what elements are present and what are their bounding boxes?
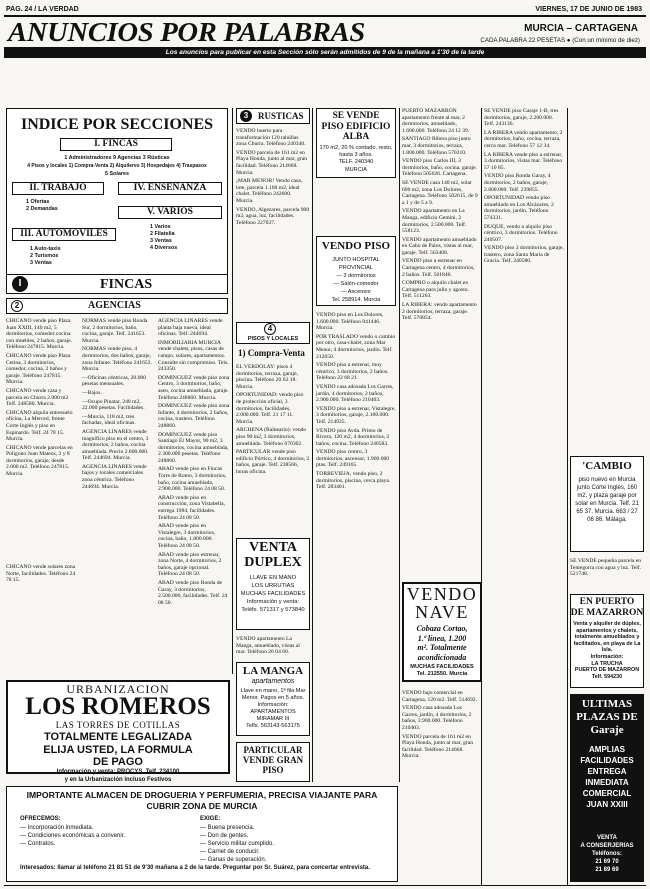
ads-column-3 [158, 318, 230, 608]
la-manga-title: LA MANGA [242, 665, 304, 677]
ad-item: SANTIAGO Ribera piso junto mar, 3 dormitorios, terraza, 1.800.000. Teléfono 570310. [402, 136, 471, 156]
ad-item: —Oficinas céntricas, 20.000 pesetas mensuales. [82, 374, 146, 388]
ad-item: VENDO piso en Los Dolores, 1.600.000. Teléfono 841446. Murcia. [316, 312, 384, 332]
ads-column-4c [236, 636, 310, 658]
vendo-nave-body: Cobaza Cortao, 1.ª línea, 1.200 m². Totalmente acondicionada [416, 624, 468, 662]
ad-item: OPORTUNIDAD vendo piso amueblado en Los Alcázares, 2 dormitorios, jardín. Teléfono 574331. [484, 195, 554, 221]
ad-item: CHICANO vende piso Plaza Cetina, 3 dormitorios, comedor, cocina, 2 baños y garaje. Teléfono 247815. Murcia. [6, 352, 71, 386]
ad-item: VENDO piso a estrenar en Cartagena centro, 4 dormitorios, 2 baños. Telf. 501846. [402, 258, 475, 278]
ad-item: VENDO piso Ronda Garay, 4 dormitorios, 2 baños, garaje, 2.800.000. Telf. 239855. [484, 173, 551, 193]
index-varios: V. VARIOS [118, 206, 222, 219]
ad-item: NORMAS vende piso, 4 dormitorios, dos baños, garaje, zona Infante. Teléfono 241653. Murcia. [82, 346, 152, 373]
ads-column-6b [402, 690, 478, 762]
ad-item: VENDO, Algezares, parcela 900 m2, agua, luz, facilidades. Teléfono 227637. [236, 206, 310, 226]
ad-item: SE VENDE casa 140 m2, solar 600 m2, zona Los Dolores, Cartagena. Teléfono 502615, de 9 a 1 y de 5 a 9. [402, 179, 478, 206]
ad-item: LA RIBERA vendo apartamento, 2 dormitorios, baño, cocina, terraza, cerca mar. Teléfono 57 12 34. [484, 129, 563, 149]
ad-item: CHICANO vende casa y parcela en Churra 2.000 m2 Telf. 248580. Murcia. [6, 387, 69, 408]
ad-item: AGENCIA LINARES vende bajos y locales comerciales zona céntrica. Teléfono 244694. Murcia. [82, 463, 147, 490]
vendo-piso-body: JUNTO HOSPITAL PROVINCIAL — 3 dormitorios — Salón-comedor — Ascensor Tel. 258914. Murcia [331, 257, 381, 303]
index-automoviles: III. AUTOMOVILES [12, 228, 116, 241]
ad-item: DOMINGUEZ vende piso Santiago El Mayor, 90 m2, 3 dormitorios, cocina amueblada, 2.300.000 pesetas. Teléfono 248860. [158, 431, 229, 464]
almacen-title: IMPORTANTE ALMACEN DE DROGUERIA Y PERFUMERIA, PRECISA VIAJANTE PARA CUBRIR ZONA DE MURCIA [26, 790, 378, 811]
garaje-footer: VENTA A CONSERJERIAS Teléfonos: 21 69 70 21 89 69 [580, 835, 634, 873]
ad-item: VENDO apartamento amueblado en Cabo de Palos, vistas al mar, garaje. Telf. 563408. [402, 236, 477, 256]
duplex-title: VENTA DUPLEX [244, 540, 302, 570]
ads-column-7 [484, 108, 564, 267]
ads-column-1b [6, 564, 76, 586]
se-vende-title: SE VENDE PISO EDIFICIO ALBA [321, 111, 391, 142]
agencias-title: AGENCIAS [88, 300, 141, 311]
index-trabajo: II. TRABAJO [12, 182, 104, 195]
particular-body [404, 800, 405, 801]
ad-item: PUERTO MAZARRON apartamento frente al mar, 2 dormitorios, amueblado, 1.600.000. Teléfono 24 12 39. [402, 108, 470, 134]
la-manga-body: Llave en mano, 1ª fila Mar Menor. Pagos en 5 años. Información: APARTAMENTOS MIRAMAR III Telfs. 563143-563175 [240, 688, 306, 729]
ad-item: ABAD vende piso en Fincas Torre de Romo, 3 dormitorios, baño, cocina amueblada, 2.900.000. Teléfono 24 08 50. [158, 466, 227, 493]
fincas-title: FINCAS [100, 277, 153, 292]
ads-column-6 [402, 108, 478, 324]
ad-item: SE VENDE pequeña parcela en Tentegorra con agua y luz. Telf. 521748. [570, 558, 642, 578]
particular-title: PARTICULAR VENDE GRAN PISO [242, 745, 304, 775]
vendo-nave-title: VENDO NAVE [406, 584, 478, 622]
index-trabajo-items: 1 Ofertas 2 Demandas [26, 199, 58, 212]
ad-item: ABAD vende piso en Vistalegre, 3 dormitorios, cocina, baño, 1.800.000. Teléfono 24 08 50. [158, 523, 216, 549]
index-varios-items: 1 Varios 2 Filatelia 3 Ventas 4 Diversos [150, 224, 178, 251]
mazarron-title: EN PUERTO DE MAZARRON [570, 597, 644, 618]
rusticas-number: 3 [240, 110, 252, 122]
ads-column-5 [316, 312, 396, 493]
index-fincas-items-1: 1 Administradores 9 Agencias 3 Rústicas [64, 155, 170, 161]
vendo-nave-footer: MUCHAS FACILIDADES Tel. 212550. Murcia [410, 664, 474, 677]
almacen-exige-heading: EXIGE: [200, 816, 221, 822]
ads-column-1 [6, 318, 76, 480]
almacen-ofrecemos-heading: OFRECEMOS: [20, 816, 61, 822]
urbanizacion-pre: URBANIZACION [66, 682, 170, 696]
city-label: MURCIA – CARTAGENA [524, 23, 638, 34]
index-title: INDICE POR SECCIONES [20, 116, 214, 133]
ad-item: OPORTUNIDAD: vendo piso de protección oficial, 3 dormitorios, facilidades, 2.000.000. Telf. 21 17 11. Murcia. [236, 392, 304, 425]
garaje-title: ULTIMAS PLAZAS DE Garaje [576, 698, 638, 736]
ad-item: LA RIBERA vende piso a estrenar, 3 dormitorios, vistas mar. Teléfono 57 10 85. [484, 151, 563, 171]
ads-column-2 [82, 318, 152, 492]
duplex-body: LLAVE EN MANO LOS URRUTIAS MUCHAS FACILIDADES Información y venta: Teléfs. 571317 y 573840 [240, 575, 306, 613]
ad-item: VENDO apartamento La Manga, amueblado, vistas al mar. Teléfono 26 04 60. [236, 636, 300, 656]
index-automoviles-items: 1 Auto-taxis 2 Turismos 3 Ventas [30, 246, 61, 266]
ad-item: INMOBILIARIA MURCIA vende chalets, pisos, casas de campo, solares, apartamentos. Consulte sin compromiso. Tels. 243350. [158, 339, 229, 373]
ad-item: DOMINGUEZ vende piso zona Infante, 4 dormitorios, 2 baños, cocina, trastero. Teléfono 248860. [158, 403, 230, 429]
page-date: VIERNES, 17 DE JUNIO DE 1983 [535, 6, 642, 13]
urbanizacion-line1: TOTALMENTE LEGALIZADA [43, 731, 193, 743]
page-title: ANUNCIOS POR PALABRAS [8, 17, 365, 47]
mazarron-body: Venta y alquiler de dúplex, apartamentos y chalets, totalmente amueblados y facilitados, en playa de La Isla. Información: LA TRUCHA PUERTO DE MAZARRON Telf. 594230 [573, 621, 641, 680]
ad-item: LA RIBERA: vendo apartamento 2 dormitorios, terraza, garaje. Telf. 570854. [402, 302, 477, 322]
ad-item: VENDO piso Carlos III, 3 dormitorios, baño, cocina, garaje. Teléfono 505626. Cartagena. [402, 158, 478, 178]
ad-item: ABAD vende piso estrenar, zona Norte, 4 dormitorios, 2 baños, garaje opcional. Teléfono 24 08 50. [158, 551, 222, 578]
ad-item: NORMAS vende piso Ronda Sur, 2 dormitorios, baño, cocina, garaje. Telf. 241653. Murcia. [82, 318, 148, 344]
ad-item: VENDO casa adosada Los Garres, jardín, 4 dormitorios, 2 baños, 2.900.000. Teléfono 210403. [316, 383, 394, 404]
ad-item: —Murcia, 118 m2, tres fachadas, ideal oficinas. [82, 413, 136, 427]
urbanizacion-info-2: y en la Urbanización incluso Festivos [64, 777, 172, 783]
se-vende-body: 170 m2, 20 % contado, resto, hasta 3 años. TELF. 240340 MURCIA [319, 145, 393, 173]
pisos-title: PISOS Y LOCALES [247, 336, 299, 342]
ad-item: VENDO parcela de 161 m2 en Playa Honda, junto al mar, gran facilidad. Teléfono 214668. Murcia. [236, 149, 308, 176]
ad-item: CHICANO vende parcelas en Polígono Juan Mateos, 2 y 8 dormitorios, garaje, desde 2.000 m2. Teléfono 247815. Murcia. [6, 444, 73, 478]
urbanizacion-sub: LAS TORRES DE COTILLAS [55, 720, 181, 730]
ads-column-4b [236, 364, 310, 478]
urbanizacion-line3: DE PAGO [93, 756, 143, 768]
almacen-footer: Interesados: llamar al teléfono 21 81 51 de 9'30 mañana a 2 de la tarde. Preguntar por Sr. Suárez, para concertar entrevista. [20, 865, 370, 871]
ad-item: ¡MAR MENOR! Vendo casa, lote, parcela 1.160 m2, ideal chalet. Teléfono 242600. Murcia. [236, 178, 303, 204]
ad-item: CHICANO vende piso Plaza Juan XXIII, 140 m2, 5 dormitorios, comedor cocina con muebles, 2 baños, garaje. Teléfono 247815. Murcia. [6, 318, 73, 351]
index-fincas-items-2: 4 Pisos y locales 1) Compra-Venta 2) Alquileres 3) Hospedajes 4) Traspasos [27, 163, 207, 169]
ad-item: ABAD vende piso Ronda de Garay, 3 dormitorios, 2.500.000, facilidades. Telf. 24 08 50. [158, 579, 228, 606]
ad-item: AGENCIA LINARES vende magnífico piso en el centro, 3 dormitorios, 2 baños, cocina amueblada. Precio 2.800.000. Telf. 244694. Murcia. [82, 428, 149, 462]
ad-item: TORREVIEJA, vendo piso, 2 dormitorios, piscina, cerca playa. Telf. 283401. [316, 471, 391, 491]
urbanizacion-info: Información y venta: PROCYS. Telf. 234100 [56, 769, 180, 775]
header-banner: Los anuncios para publicar en esta Sección sólo serán admitidos de 9 de la mañana a 1'30 de la tarde [4, 47, 646, 58]
price-note: CADA PALABRA 22 PESETAS ● (Con un mínimo de diez) [480, 37, 640, 44]
cambio-body: piso nuevo en Murcia junto Corte Inglés, 160 m2, y plaza garaje por solar en Murcia. Telf. 21 65 37. Murcia. 663 / 27 06 86. Málaga. [575, 477, 639, 523]
rusticas-title: RUSTICAS [258, 111, 304, 121]
ads-column-7b [570, 558, 644, 580]
vendo-piso-title: VENDO PISO [321, 240, 391, 252]
ad-item: VENDO parcela de 161 m2 en Playa Honda, junto al mar, gran facilidad. Teléfono 214668. Murcia. [402, 733, 474, 760]
index-fincas: I. FINCAS [60, 138, 172, 151]
cambio-title: 'CAMBIO [582, 460, 632, 472]
ad-item: EL VERDOLAY: pisos 4 dormitorios, terraza, garaje, piscina. Teléfono 20 62 18. Murcia. [236, 364, 298, 390]
almacen-exige: — Buena presencia. — Don de gentes. — Servicio militar cumplido. — Carnet de conducir. — Ganas de superación. [200, 825, 275, 863]
agencias-number: 2 [11, 300, 23, 312]
ad-item: VENDO bajo comercial en Cartagena, 120 m2. Telf. 514692. [402, 690, 478, 703]
ad-item: SE VENDE piso Garaje 1-B, tres dormitorios, garaje, 2.200.000. Telf. 243136. [484, 108, 559, 128]
ad-item: VENDO piso centro, 3 dormitorios, ascensor, 1.900.000 ptas. Telf. 249165. [316, 449, 390, 469]
ad-item: VENDO apartamento en La Manga, edificio Gemini, 2 dormitorios, 2.500.000. Telf. 558123. [402, 208, 467, 235]
ads-column-4 [236, 128, 310, 228]
compra-venta-title: 1) Compra-Venta [238, 348, 305, 358]
ad-item: POR TRASLADO vendo o cambio por otro, casa-chalet, zona Mar Menor, 4 dormitorios, jardín. Telf. 212650. [316, 333, 396, 360]
urbanizacion-line2: ELIJA USTED, LA FORMULA [43, 744, 193, 756]
ad-item: CHICANO vende solares zona Norte, facilidades. Teléfono 24 78 15. [6, 564, 76, 584]
garaje-body: AMPLIAS FACILIDADES ENTREGA INMEDIATA COMERCIAL JUAN XXIII [580, 745, 634, 809]
ad-item: ARCHENA (Balneario): vendo piso 90 m2, 3 dormitorios, amueblado. Teléfono 670302. [236, 427, 307, 447]
pisos-number: 4 [264, 323, 276, 335]
ad-item: AGENCIA LINARES vende planta baja nueva, ideal oficinas. Telf. 244694. [158, 318, 223, 338]
ad-item: —Ocupo Pinatar, 240 m2, 22.000 pesetas. Facilidades. [82, 398, 145, 412]
ad-item: CHICANO alquila entresuelo oficina, La Merced, frente Corte Inglés y piso en Espinardo. Telf. 24 78 15. Murcia. [6, 409, 73, 443]
ad-item: DOMINGUEZ vende piso zona Centro, 3 dormitorios, baño, aseo, cocina amueblada, garaje. Teléfono 248860. Murcia. [158, 374, 230, 401]
ad-item: VENDO casa adosada Los Garres, jardín, 4 dormitorios, 2 baños, 2.900.000. Teléfono 210403. [402, 705, 472, 731]
urbanizacion-name: LOS ROMEROS [25, 693, 211, 720]
ad-item: COMPRO o alquilo chalet en Cartagena para julio y agosto. Telf. 511263. [402, 280, 469, 300]
ad-item: VENDO piso Avda. Primo de Rivera, 120 m2, 4 dormitorios, 2 baños, cocina. Teléfono 240583. [316, 427, 390, 447]
ad-item: VENDO huerto para transformación 120 tahúllas zona Churra. Teléfono 240340. [236, 128, 306, 148]
ad-item: —Bajos. [82, 389, 102, 396]
page-label: PAG. 24 / LA VERDAD [6, 6, 79, 13]
ad-item: VENDO piso a estrenar, muy céntrico, 3 dormitorios, 2 baños. Teléfono 22 68 21. [316, 362, 389, 382]
almacen-ofrecemos: — Incorporación inmediata. — Condiciones económicas a convenir. — Contratos. [20, 825, 126, 847]
fincas-number: I [12, 276, 28, 292]
ad-item: DUQUE, vendo o alquilo piso céntrico, 3 dormitorios. Teléfono 240507. [484, 223, 558, 243]
index-ensenanza: IV. ENSEÑANZA [118, 182, 222, 195]
la-manga-subtitle: apartamentos [251, 678, 295, 685]
ad-item: VENDO piso 3 dormitorios, garaje, trastero, zona Santa María de Gracia. Telf. 240580. [484, 245, 564, 265]
ad-item: ABAD vende piso en construcción, zona Vistabella, entrega 1984, facilidades. Teléfono 24 08 50. [158, 494, 225, 521]
ad-item: PARTICULAR vende piso edificio Pórtico, 4 dormitorios, 2 baños, garaje. Telf. 238566, horas oficina. [236, 449, 310, 475]
ad-item: VENDO piso a estrenar, Vistalegre, 3 dormitorios, garaje, 2.100.000. Telf. 214935. [316, 405, 396, 425]
index-fincas-items-3: 5 Solares [105, 171, 129, 177]
